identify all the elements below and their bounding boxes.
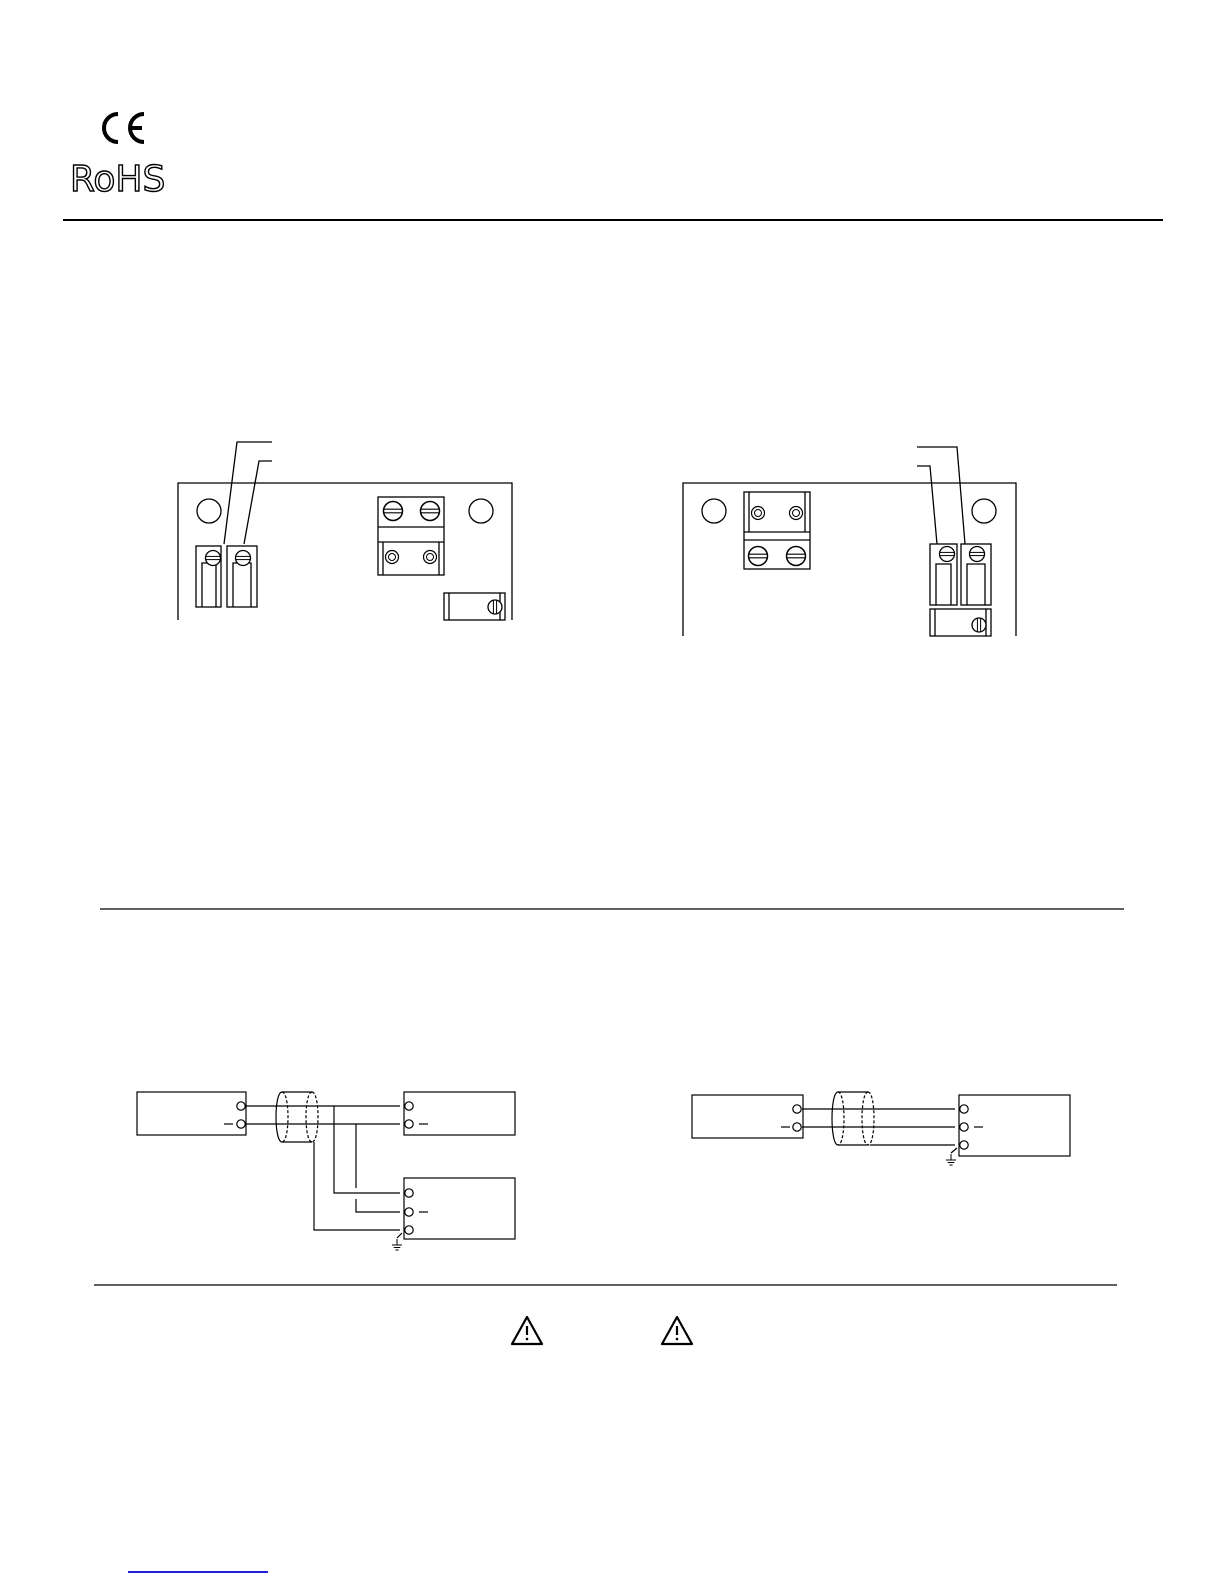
connector-pin-icon [386,551,399,564]
board-diagram-right [683,447,1016,636]
rohs-mark: RoHS [70,159,166,200]
trim-screw-icon [488,600,502,614]
ground-icon [392,1239,402,1250]
terminal-screw-icon [970,547,985,562]
warning-triangle-icon [512,1317,542,1344]
connector-pin-icon [424,551,437,564]
trim-screw-icon [972,618,986,632]
wiring-diagram-right [692,1092,1070,1156]
connector-pin-icon [790,507,803,520]
connector-pin-icon [752,507,765,520]
warning-triangle-icon [662,1317,692,1344]
footer-link-underline[interactable] [128,1571,268,1573]
wiring-diagram-left [137,1092,515,1239]
terminal-screw-icon [749,547,768,566]
terminal-screw-icon [384,502,403,521]
terminal-screw-icon [421,502,440,521]
terminal-screw-icon [236,551,251,566]
board-diagram-left [178,442,512,620]
terminal-screw-icon [787,547,806,566]
terminal-screw-icon [206,551,221,566]
terminal-screw-icon [940,547,955,562]
ground-icon [946,1154,956,1165]
